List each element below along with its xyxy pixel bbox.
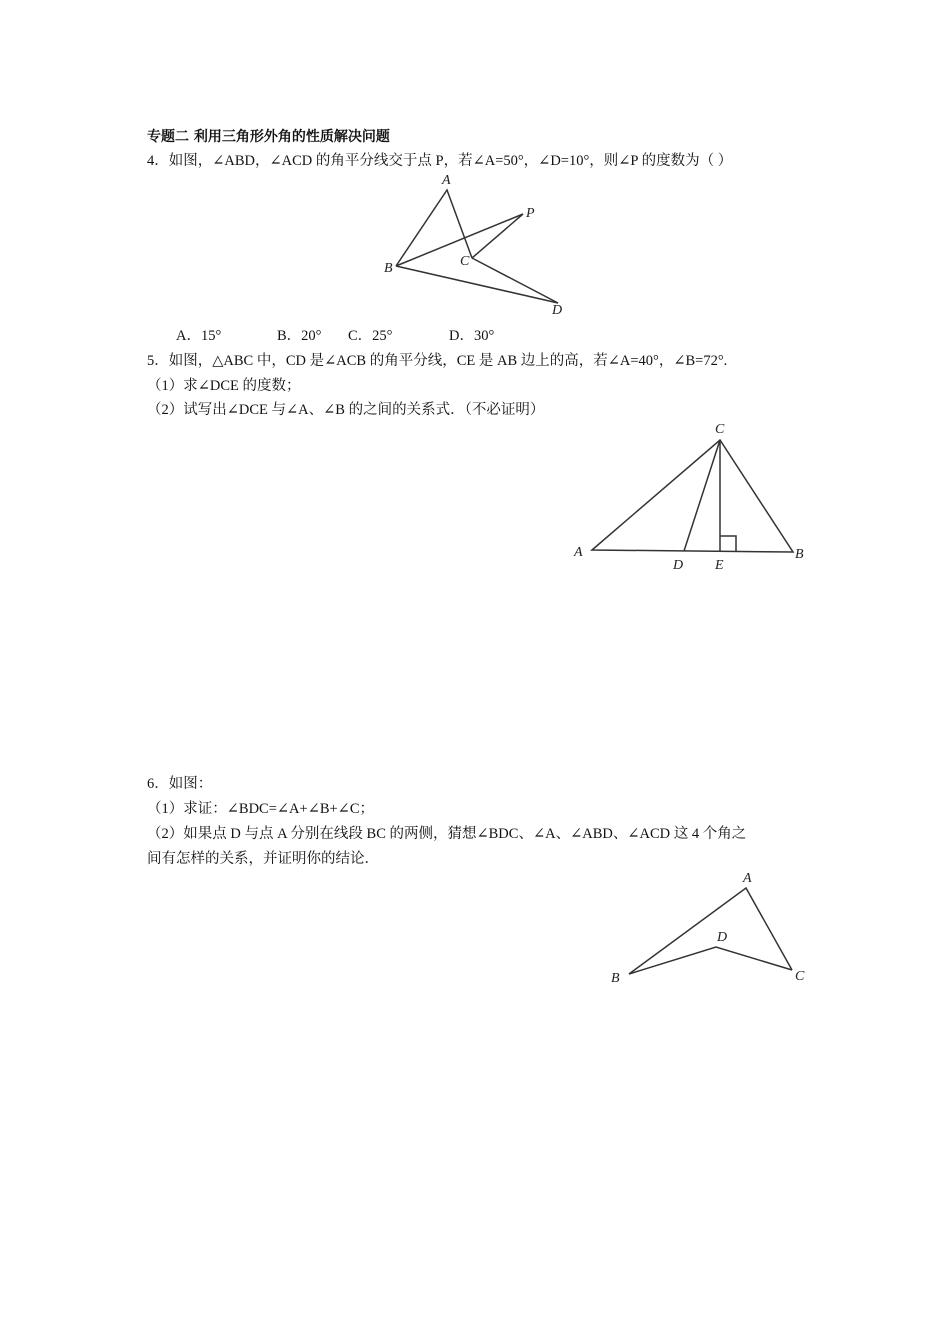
q4-label-a: A (442, 173, 451, 188)
q4-bisector-cp (472, 214, 523, 258)
q6-label-b: B (611, 971, 620, 986)
q5-part1: （1）求∠DCE 的度数； (147, 378, 301, 394)
q6-segment-ba-ac (629, 888, 792, 974)
q6-label-a: A (743, 871, 752, 886)
q4-label-p: P (526, 206, 535, 221)
q4-option-b: B．20° (277, 328, 322, 344)
q4-label-c: C (460, 254, 470, 269)
q5-label-a: A (574, 545, 583, 560)
q4-figure (380, 170, 580, 320)
q4-label-d: D (552, 303, 563, 318)
q6-figure (605, 862, 820, 992)
q5-part2: （2）试写出∠DCE 与∠A、∠B 的之间的关系式．（不必证明） (147, 402, 545, 418)
q5-figure (570, 418, 820, 578)
q4-option-d: D．30° (449, 328, 495, 344)
q4-segment-bd (396, 266, 558, 303)
q5-label-b: B (795, 547, 804, 562)
q4-option-c: C．25° (348, 328, 393, 344)
q6-label-d: D (717, 930, 728, 945)
q4-option-a: A．15° (176, 328, 222, 344)
q5-triangle-abc (592, 440, 793, 552)
q5-bisector-cd (684, 440, 720, 551)
section-title: 专题二 利用三角形外角的性质解决问题 (147, 129, 390, 145)
q5-label-c: C (715, 422, 725, 437)
q6-stem: 6．如图： (147, 776, 213, 792)
q5-label-e: E (715, 558, 724, 573)
q6-segment-bd-dc (629, 947, 792, 974)
q4-segment-cd (472, 258, 558, 303)
q6-label-c: C (795, 969, 805, 984)
q5-label-d: D (673, 558, 684, 573)
q6-part1: （1）求证：∠BDC=∠A+∠B+∠C； (147, 801, 375, 817)
q4-label-b: B (384, 261, 393, 276)
q6-part2-line2: 间有怎样的关系，并证明你的结论． (147, 851, 379, 867)
q5-right-angle-mark (720, 536, 736, 551)
q4-stem: 4．如图，∠ABD，∠ACD 的角平分线交于点 P，若∠A=50°，∠D=10°，则∠P 的度数为（ ） (147, 153, 733, 169)
q6-part2-line1: （2）如果点 D 与点 A 分别在线段 BC 的两侧，猜想∠BDC、∠A、∠ABD、∠ACD 这 4 个角之 (147, 826, 747, 842)
q5-stem: 5．如图，△ABC 中，CD 是∠ACB 的角平分线，CE 是 AB 边上的高，若∠A=40°，∠B=72°. (147, 353, 728, 369)
